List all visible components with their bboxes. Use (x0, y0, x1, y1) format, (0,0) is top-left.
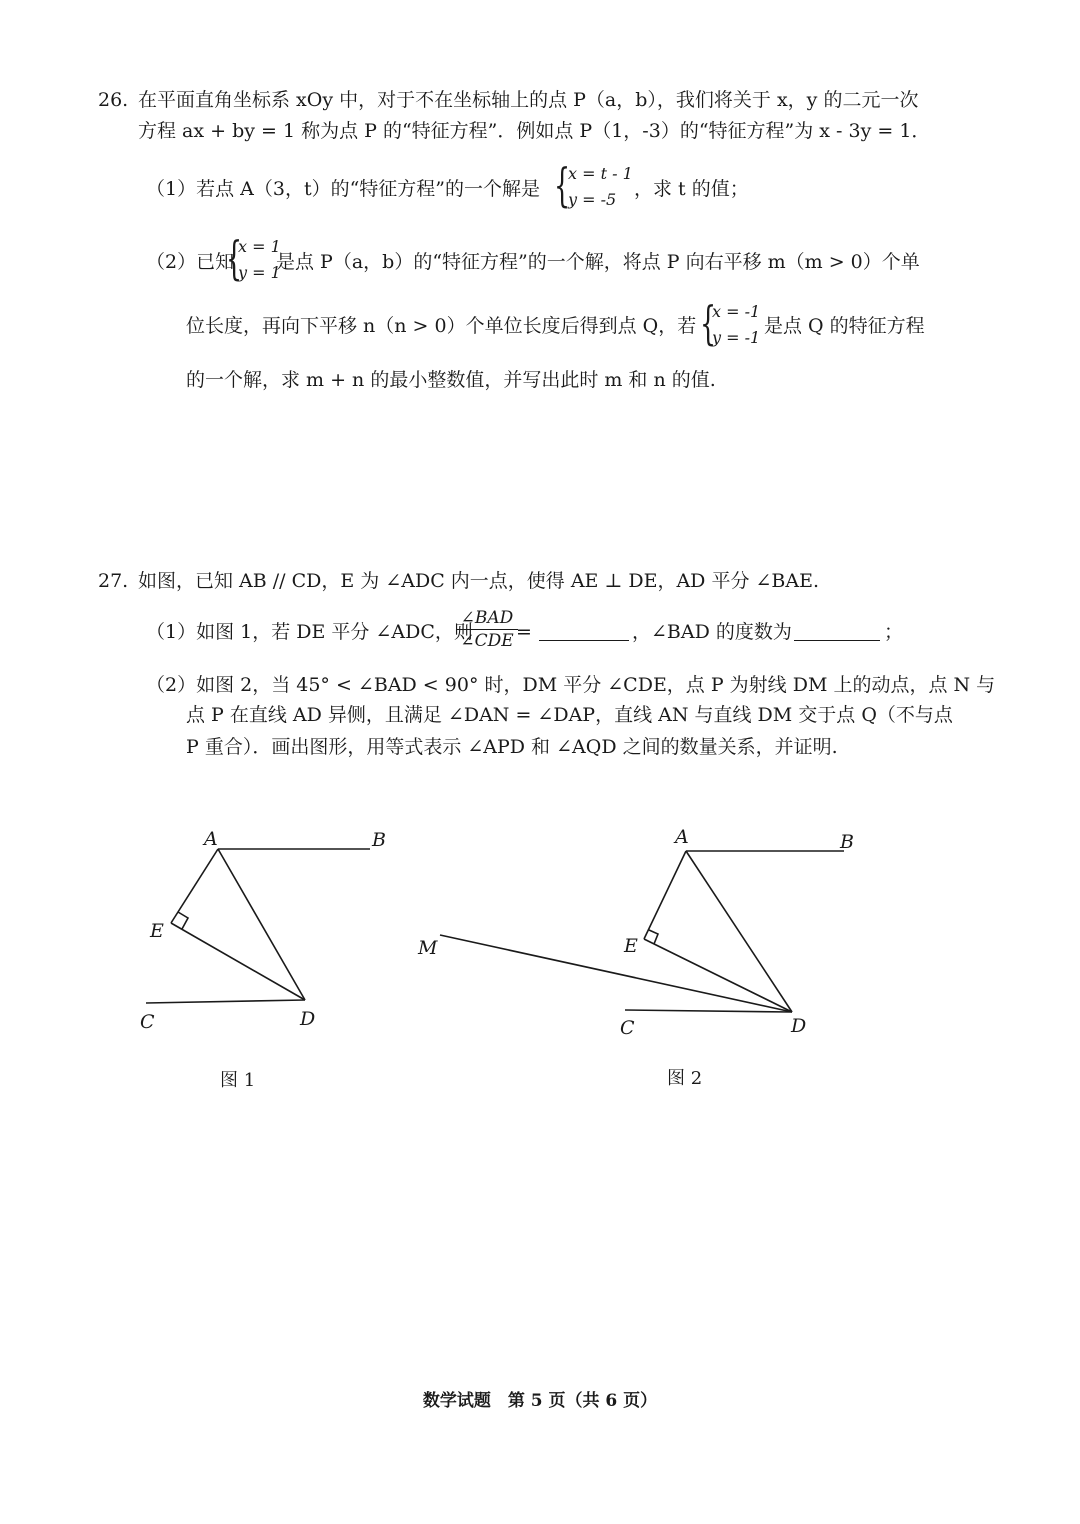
q27-line1: 如图，已知 AB // CD，E 为 ∠ADC 内一点，使得 AE ⊥ DE，AD 平分 ∠BAE. (138, 570, 820, 592)
q26-part2-line3: 的一个解，求 m + n 的最小整数值，并写出此时 m 和 n 的值. (186, 369, 716, 391)
q26-part2-line2-rest: 是点 Q 的特征方程 (764, 315, 925, 337)
label-E: E (624, 935, 638, 957)
q26-part2-line2: 位长度，再向下平移 n（n > 0）个单位长度后得到点 Q，若 (186, 315, 697, 337)
label-D: D (300, 1008, 316, 1030)
segment-ED (171, 923, 305, 1000)
fraction-numerator: ∠BAD (460, 608, 514, 628)
label-M: M (418, 937, 438, 959)
ray-DM (440, 935, 792, 1012)
q26-part1-suffix: ，求 t 的值； (634, 178, 749, 200)
q27-number: 27. (98, 570, 129, 592)
q26-part2-prefix: （2）已知 (146, 251, 235, 273)
q26-line1: 在平面直角坐标系 xOy 中，对于不在坐标轴上的点 P（a，b），我们将关于 x，y 的二元一次 (138, 89, 919, 111)
q27-part1-end: ； (884, 621, 904, 643)
q27-part1-prefix: （1）如图 1，若 DE 平分 ∠ADC，则 (146, 621, 473, 643)
figure-2-caption: 图 2 (667, 1068, 703, 1089)
segment-ED (644, 939, 792, 1012)
q26-part1-system (554, 158, 644, 214)
segment-CD (625, 1010, 792, 1012)
q27-part1-mid: ，∠BAD 的度数为 (632, 621, 792, 643)
brace-symbol: { (226, 231, 243, 285)
answer-blank-angle[interactable] (794, 622, 880, 641)
q27-part2-line1: （2）如图 2，当 45° < ∠BAD < 90° 时，DM 平分 ∠CDE，点 P 为射线 DM 上的动点，点 N 与 (146, 674, 996, 696)
figure-1-caption: 图 1 (220, 1070, 256, 1091)
fraction-denominator: ∠CDE (460, 631, 514, 651)
label-D: D (791, 1015, 807, 1037)
segment-AD (686, 851, 792, 1012)
segment-CD (146, 1000, 305, 1003)
system-eq-x: x = 1 (238, 237, 281, 256)
q26-part2-line1: 是点 P（a，b）的“特征方程”的一个解，将点 P 向右平移 m（m > 0）个单 (276, 251, 920, 273)
q26-line2: 方程 ax + by = 1 称为点 P 的“特征方程”．例如点 P（1，-3）的“特征方程”为 x - 3y = 1． (138, 120, 931, 142)
equals-sign: = (516, 621, 532, 643)
label-B: B (372, 829, 386, 851)
segment-AE (644, 851, 686, 939)
system-eq-x: x = -1 (712, 302, 761, 321)
label-A: A (675, 826, 689, 848)
answer-blank-ratio[interactable] (539, 622, 629, 641)
angle-ratio-fraction (456, 608, 518, 651)
q26-part1-prefix: （1）若点 A（3，t）的“特征方程”的一个解是 (146, 178, 541, 200)
label-A: A (204, 828, 218, 850)
segment-AE (171, 849, 218, 923)
q26-part2-system2 (700, 296, 770, 352)
figure-2 (400, 800, 900, 1100)
brace-symbol: { (700, 296, 717, 350)
right-angle-mark (178, 912, 188, 929)
system-eq-y: y = 1 (238, 263, 281, 282)
system-eq-y: y = -5 (568, 190, 617, 209)
q27-part2-line3: P 重合）．画出图形，用等式表示 ∠APD 和 ∠AQD 之间的数量关系，并证明. (186, 736, 838, 758)
q27-part2-line2: 点 P 在直线 AD 异侧，且满足 ∠DAN = ∠DAP，直线 AN 与直线 DM 交于点 Q（不与点 (186, 704, 953, 726)
q26-number: 26. (98, 89, 129, 111)
system-eq-y: y = -1 (712, 328, 761, 347)
label-C: C (140, 1011, 155, 1033)
system-eq-x: x = t - 1 (568, 164, 633, 183)
fraction-bar (456, 629, 518, 630)
label-E: E (150, 920, 164, 942)
brace-symbol: { (554, 158, 571, 212)
segment-AD (218, 849, 305, 1000)
label-C: C (620, 1017, 635, 1039)
page-footer: 数学试题 第 5 页（共 6 页） (422, 1391, 658, 1411)
label-B: B (840, 831, 854, 853)
